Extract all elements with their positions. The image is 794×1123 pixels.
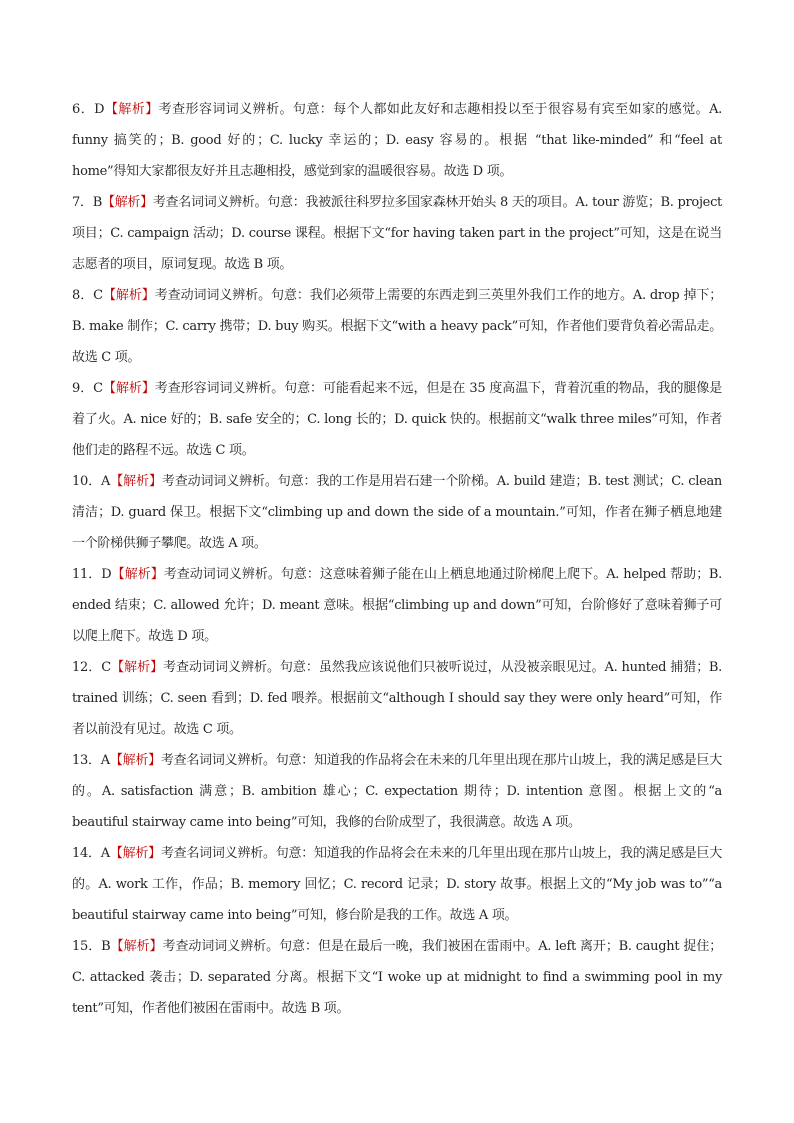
item-text: 考查动词词义辨析。句意：我们必须带上需要的东西走到三英里外我们工作的地方。A. drop 掉下；B. make 制作；C. carry 携带；D. buy 购买。根据下文“with a heavy pack”可知，作者他们要背负着必需品走。故选 C 项。 <box>72 288 722 365</box>
explanation-item-13 <box>72 745 722 838</box>
explanation-item-15 <box>72 931 722 1024</box>
analysis-tag: 【解析】 <box>109 753 161 768</box>
analysis-tag: 【解析】 <box>110 939 163 954</box>
item-text: 考查动词词义辨析。句意：但是在最后一晚，我们被困在雷雨中。A. left 离开；B. caught 捉住；C. attacked 袭击；D. separated 分离。根据下文“I woke up at midnight to find a swimming pool in my tent”可知，作者他们被困在雷雨中。故选 B 项。 <box>72 939 722 1016</box>
explanation-item-10 <box>72 466 722 559</box>
item-number: 14．A <box>72 846 110 861</box>
analysis-tag: 【解析】 <box>102 381 155 396</box>
explanation-item-7 <box>72 187 722 280</box>
explanation-item-14 <box>72 838 722 931</box>
item-number: 7．B <box>72 195 102 210</box>
item-text: 考查动词词义辨析。句意：我的工作是用岩石建一个阶梯。A. build 建造；B. test 测试；C. clean 清洁；D. guard 保卫。根据下文“climbing up and down the side of a mountain.”可知，作者在狮子栖息地建一个阶梯供狮子攀爬。故选 A 项。 <box>72 474 722 551</box>
explanation-item-6 <box>72 94 722 187</box>
analysis-tag: 【解析】 <box>102 288 155 303</box>
item-number: 15．B <box>72 939 111 954</box>
item-text: 考查动词词义辨析。句意：虽然我应该说他们只被听说过，从没被亲眼见过。A. hunted 捕猎；B. trained 训练；C. seen 看到；D. fed 喂养。根据前文“although I should say they were only heard”可知，作者以前没有见过。故选 C 项。 <box>72 660 722 737</box>
analysis-tag: 【解析】 <box>111 567 164 582</box>
explanation-item-8 <box>72 280 722 373</box>
item-text: 考查形容词词义辨析。句意：每个人都如此友好和志趣相投以至于很容易有宾至如家的感觉。A. funny 搞笑的；B. good 好的；C. lucky 幸运的；D. easy 容易的。根据 “that like-minded” 和“feel at home”得知大家都很友好并且志趣相投，感觉到家的温暖很容易。故选 D 项。 <box>72 102 722 179</box>
explanation-item-11 <box>72 559 722 652</box>
item-number: 9．C <box>72 381 103 396</box>
analysis-tag: 【解析】 <box>101 195 153 210</box>
analysis-tag: 【解析】 <box>110 660 164 675</box>
analysis-tag: 【解析】 <box>110 474 162 489</box>
item-text: 考查动词词义辨析。句意：这意味着狮子能在山上栖息地通过阶梯爬上爬下。A. helped 帮助；B. ended 结束；C. allowed 允许；D. meant 意味。根据“climbing up and down”可知，台阶修好了意味着狮子可以爬上爬下。故选 D 项。 <box>72 567 722 644</box>
item-number: 6．D <box>72 102 105 117</box>
item-number: 10．A <box>72 474 111 489</box>
item-number: 8．C <box>72 288 103 303</box>
item-number: 13．A <box>72 753 110 768</box>
item-number: 11．D <box>72 567 112 582</box>
explanation-item-12 <box>72 652 722 745</box>
item-text: 考查名词词义辨析。句意：知道我的作品将会在未来的几年里出现在那片山坡上，我的满足感是巨大的。A. satisfaction 满意；B. ambition 雄心；C. expectation 期待；D. intention 意图。根据上文的“a beautiful stairway came into being”可知，我修的台阶成型了，我很满意。故选 A 项。 <box>72 753 722 830</box>
explanation-item-9 <box>72 373 722 466</box>
analysis-tag: 【解析】 <box>104 102 159 117</box>
item-text: 考查名词词义辨析。句意：知道我的作品将会在未来的几年里出现在那片山坡上，我的满足感是巨大的。A. work 工作，作品；B. memory 回忆；C. record 记录；D. story 故事。根据上文的“My job was to”“a beautiful stairway came into being”可知，修台阶是我的工作。故选 A 项。 <box>72 846 722 923</box>
item-number: 12．C <box>72 660 111 675</box>
analysis-tag: 【解析】 <box>109 846 161 861</box>
item-text: 考查名词词义辨析。句意：我被派往科罗拉多国家森林开始头 8 天的项目。A. tour 游览；B. project 项目；C. campaign 活动；D. course 课程。根据下文“for having taken part in the project”可知，这是在说当志愿者的项目，原词复现。故选 B 项。 <box>72 195 722 272</box>
item-text: 考查形容词词义辨析。句意：可能看起来不远，但是在 35 度高温下，背着沉重的物品，我的腿像是着了火。A. nice 好的；B. safe 安全的；C. long 长的；D. quick 快的。根据前文“walk three miles”可知，作者他们走的路程不远。故选 C 项。 <box>72 381 722 458</box>
answer-explanations <box>72 94 722 1024</box>
